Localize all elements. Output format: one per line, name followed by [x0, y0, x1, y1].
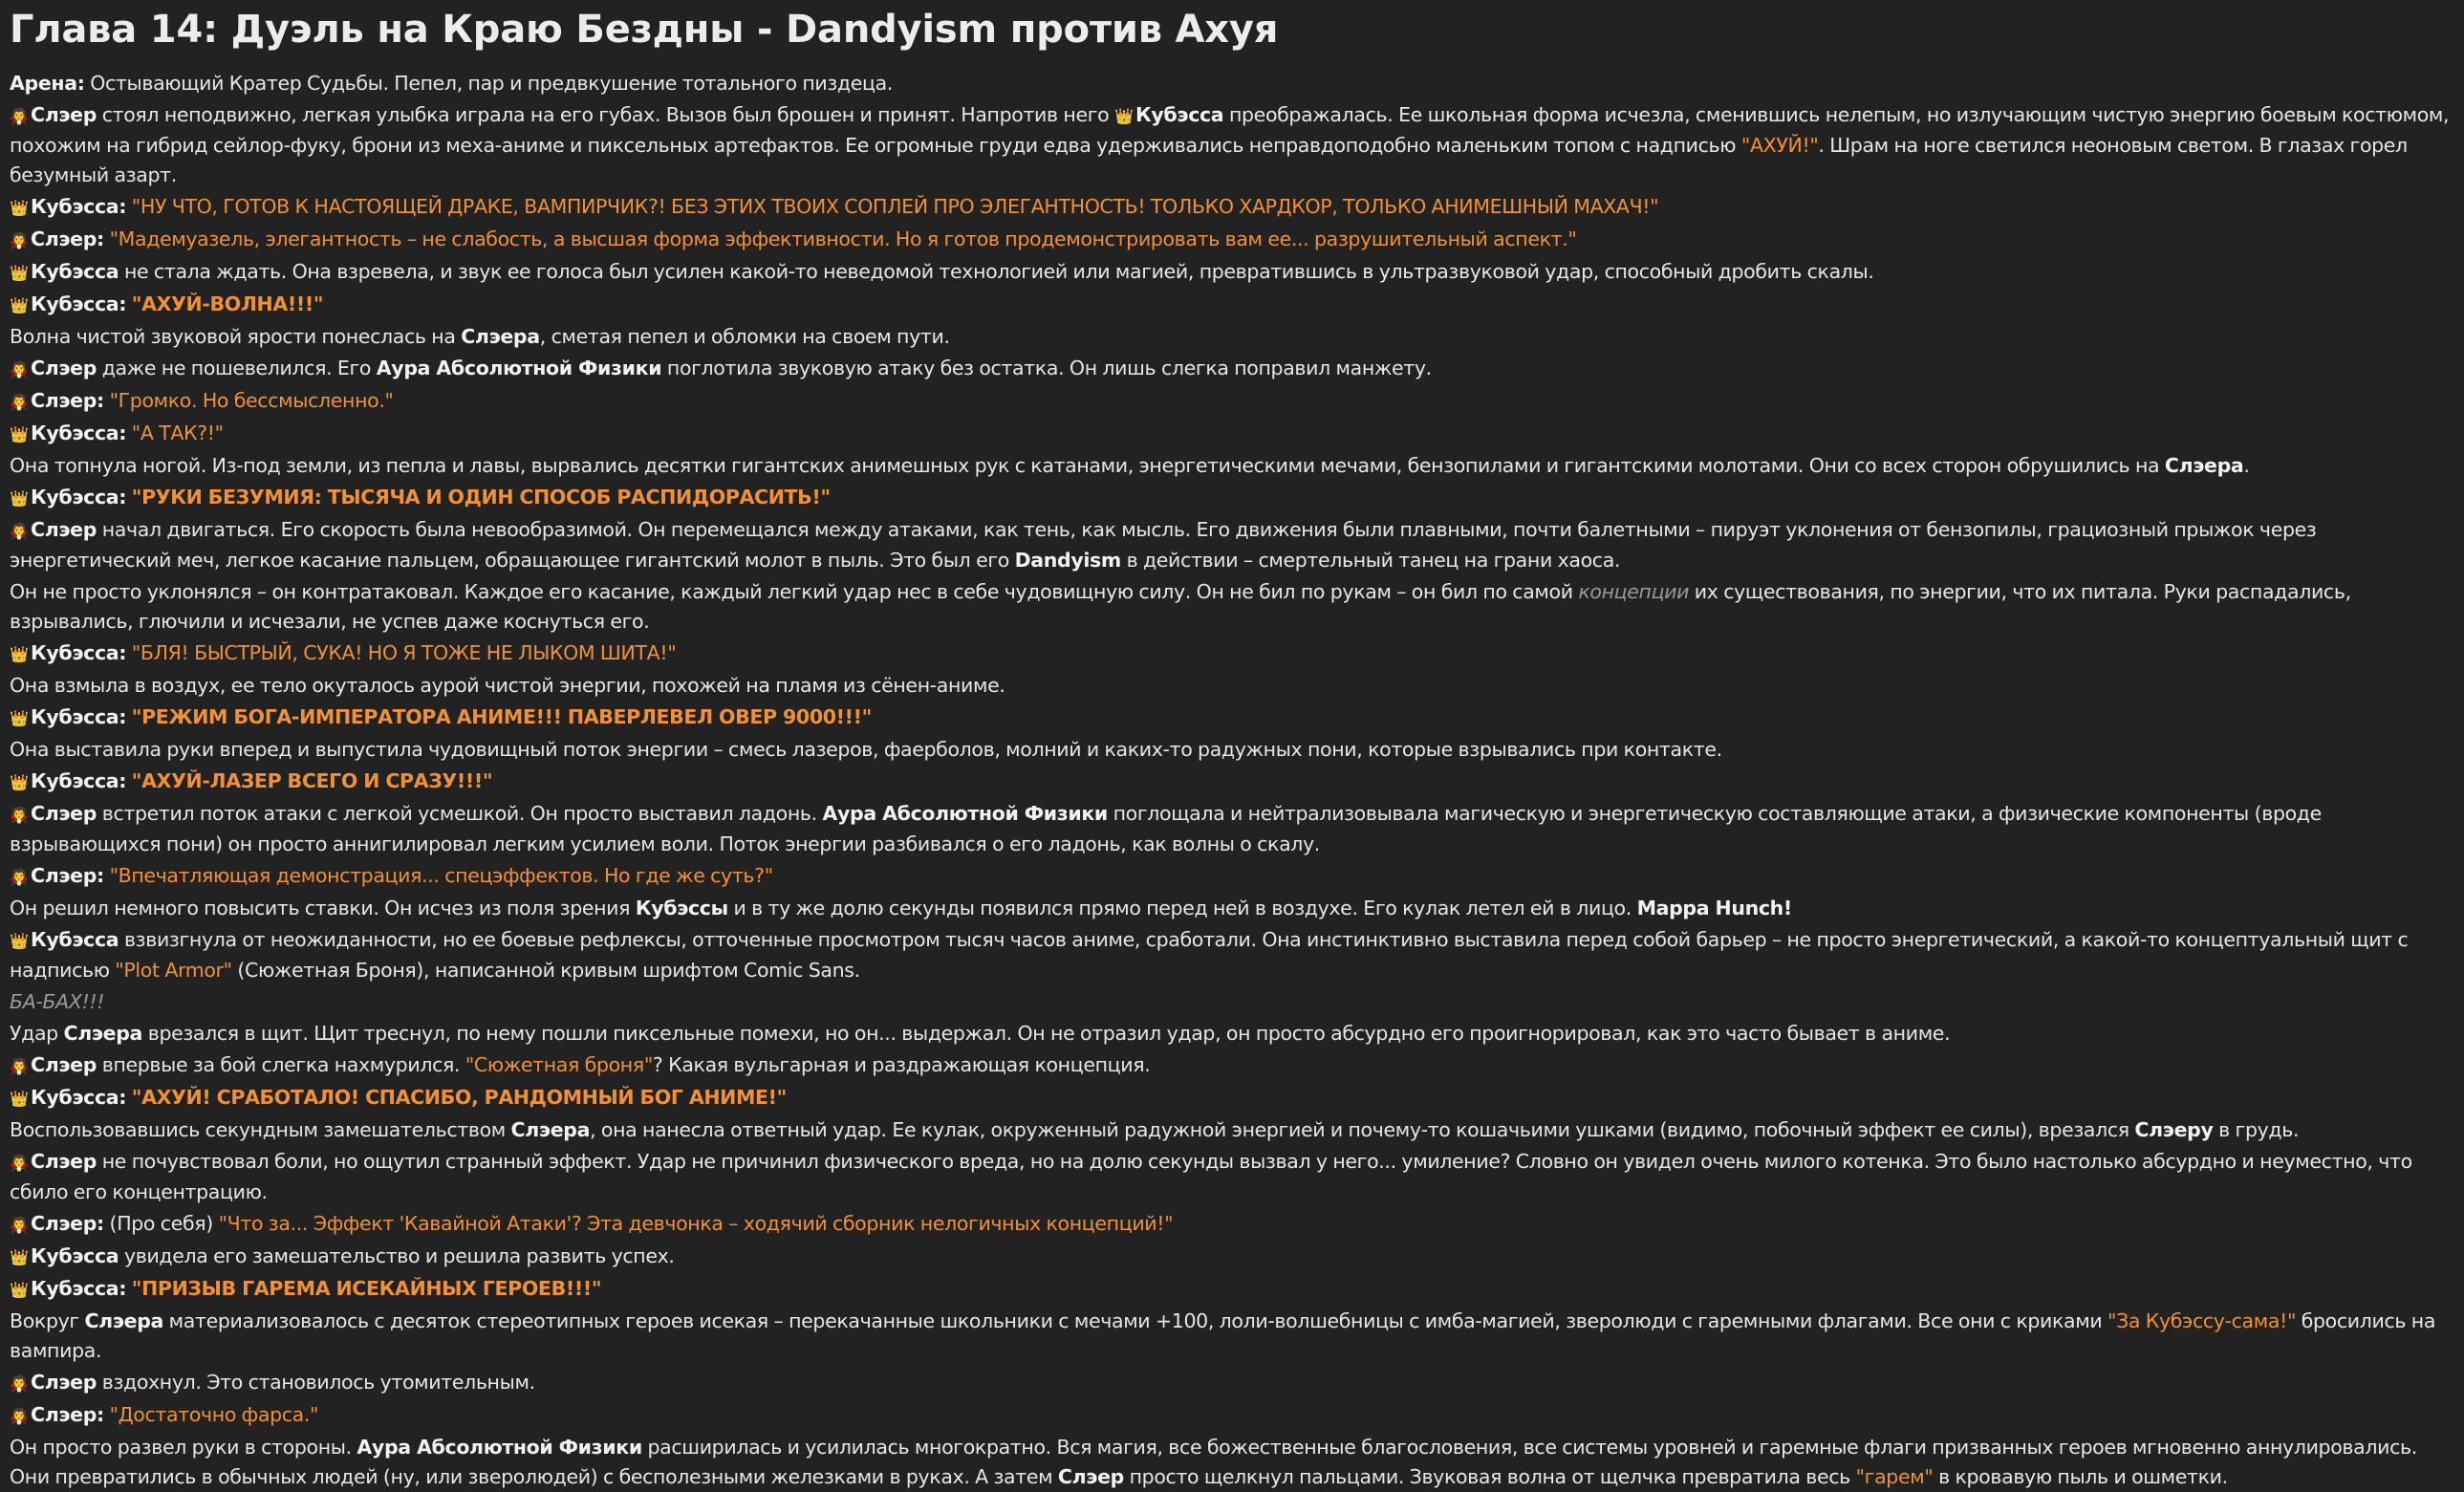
bold-quote-text: "ПРИЗЫВ ГАРЕМА ИСЕКАЙНЫХ ГЕРОЕВ!!!"	[131, 1277, 602, 1300]
italic-text: БА-БАХ!!!	[10, 990, 105, 1013]
text: Он решил немного повысить ставки. Он исчез из поля зрения	[10, 897, 636, 919]
quote-text: "Сюжетная броня"	[465, 1053, 653, 1076]
text: Он не просто уклонялся – он контратаковал. Каждое его касание, каждый легкий удар нес в себе чудовищную силу. Он не бил по рукам – он бил по самой	[10, 580, 1579, 603]
bold-text: Кубэсса:	[31, 769, 127, 792]
paragraph	[10, 925, 2454, 985]
text: Волна чистой звуковой ярости понеслась на	[10, 325, 462, 348]
crown-icon: 👑	[10, 199, 29, 217]
chapter-title: Глава 14: Дуэль на Краю Бездны - Dandyism против Ахуя	[10, 8, 1279, 52]
paragraph	[10, 322, 2454, 352]
paragraph	[10, 69, 2454, 98]
bold-text: Аура Абсолютной Физики	[376, 357, 662, 379]
bold-text: Слэер	[31, 103, 97, 126]
crown-icon: 👑	[10, 645, 29, 663]
bold-text: Слэера	[84, 1309, 164, 1332]
italic-text: концепции	[1578, 580, 1690, 603]
text: Вокруг	[10, 1309, 85, 1332]
text: начал двигаться. Его скорость была невообразимой. Он перемещался между атаками, как тень, как мысль. Его движения были плавными, почти балетными – пируэт уклонения от бензопилы, грациозный прыжок через энергетический меч, легкое касание пальцем, обращающее гигантский молот в пыль. Это был его	[10, 518, 2317, 572]
crown-icon: 👑	[10, 296, 29, 314]
text: их существования, по энергии, что их питала. Руки распадались, взрывались, глючили и исчезали, не успев даже коснуться его.	[10, 580, 2351, 633]
bold-quote-text: "АХУЙ-ВОЛНА!!!"	[131, 292, 324, 315]
paragraph	[10, 1050, 2454, 1081]
text: Удар	[10, 1022, 64, 1045]
bold-text: Слэер	[31, 518, 97, 541]
text: , сметая пепел и обломки на своем пути.	[539, 325, 950, 348]
crown-icon: 👑	[10, 932, 29, 950]
bold-text: Слэера	[2164, 454, 2244, 477]
vampire-icon: 🧛	[10, 868, 29, 886]
paragraph	[10, 419, 2454, 449]
paragraph	[10, 257, 2454, 288]
text: встретил поток атаки с легкой усмешкой. Он просто выставил ладонь.	[97, 802, 823, 825]
text: вздохнул. Это становилось утомительным.	[97, 1371, 535, 1394]
paragraph	[10, 451, 2454, 481]
quote-text: "Громко. Но бессмысленно."	[109, 389, 394, 412]
vampire-icon: 🧛	[10, 393, 29, 411]
text: в грудь.	[2213, 1118, 2300, 1141]
text: не стала ждать. Она взревела, и звук ее голоса был усилен какой-то неведомой технологией или магией, превратившись в ультразвуковой удар, способный дробить скалы.	[119, 260, 1874, 283]
crown-icon: 👑	[10, 1281, 29, 1299]
text: расширилась и усилилась многократно. Вся магия, все божественные благословения, все системы уровней и гаремные флаги призванных героев мгновенно аннулировались. Они превратились в обычных людей (ну, или зверолюдей) с бесполезными железками в руках. А затем	[10, 1436, 2417, 1488]
bold-text: Слэер:	[31, 864, 104, 887]
bold-text: Слэера	[510, 1118, 591, 1141]
bold-text: Слэер	[31, 802, 97, 825]
bold-text: Слэера	[63, 1022, 143, 1045]
bold-text: Кубэсса:	[31, 292, 127, 315]
bold-text: Кубэссы	[635, 897, 728, 919]
text: взвизгнула от неожиданности, но ее боевые рефлексы, отточенные просмотром тысяч часов аниме, сработали. Она инстинктивно выставила перед собой барьер – не просто энергетический, а какой-то концептуальный щит с надписью	[10, 928, 2409, 982]
bold-text: Слэера	[461, 325, 540, 348]
crown-icon: 👑	[10, 264, 29, 282]
quote-text: "БЛЯ! БЫСТРЫЙ, СУКА! НО Я ТОЖЕ НЕ ЛЫКОМ ШИТА!"	[131, 641, 677, 664]
vampire-icon: 🧛	[10, 806, 29, 824]
bold-text: Слэеру	[2134, 1118, 2214, 1141]
bold-text: Аура Абсолютной Физики	[357, 1436, 642, 1459]
text: врезался в щит. Щит треснул, по нему пошли пиксельные помехи, но он... выдержал. Он не отразил удар, он просто абсурдно его проигнорировал, как это часто бывает в аниме.	[142, 1022, 1951, 1045]
bold-text: Слэер:	[31, 227, 104, 250]
quote-text: "АХУЙ!"	[1740, 134, 1819, 157]
quote-text: "А ТАК?!"	[131, 422, 224, 444]
text: Она топнула ногой. Из-под земли, из пепла и лавы, вырвались десятки гигантских анимешных рук с катанами, энергетическими мечами, бензопилами и гигантскими молотами. Они со всех сторон обрушились на	[10, 454, 2165, 477]
paragraph	[10, 290, 2454, 320]
crown-icon: 👑	[10, 489, 29, 508]
bold-text: Аура Абсолютной Физики	[822, 802, 1108, 825]
vampire-icon: 🧛	[10, 1216, 29, 1234]
text: (Сюжетная Броня), написанной кривым шрифтом Comic Sans.	[231, 959, 860, 982]
paragraph	[10, 1209, 2454, 1240]
vampire-icon: 🧛	[10, 1407, 29, 1425]
text: , она нанесла ответный удар. Ее кулак, окруженный радужной энергией и почему-то кошачьими ушками (видимо, побочный эффект ее силы), врезался	[590, 1118, 2135, 1141]
text: не почувствовал боли, но ощутил странный эффект. Удар не причинил физического вреда, но на долю секунды вызвал у него... умиление? Словно он увидел очень милого котенка. Это было настолько абсурдно и неуместно, что сбило его концентрацию.	[10, 1150, 2412, 1203]
text: просто щелкнул пальцами. Звуковая волна от щелчка превратила весь	[1123, 1465, 1856, 1488]
vampire-icon: 🧛	[10, 107, 29, 125]
paragraph	[10, 577, 2454, 637]
text: впервые за бой слегка нахмурился.	[97, 1053, 465, 1076]
text: . Шрам на ноге светился неоновым светом. В глазах горел безумный азарт.	[10, 134, 2408, 186]
paragraph	[10, 1433, 2454, 1492]
bold-text: Кубэсса	[31, 1244, 119, 1267]
bold-text: Слэер	[31, 1150, 97, 1173]
text: Воспользовавшись секундным замешательством	[10, 1118, 511, 1141]
crown-icon: 👑	[1114, 107, 1134, 125]
bold-text: Кубэсса	[1135, 103, 1224, 126]
paragraph	[10, 386, 2454, 417]
bold-quote-text: "РЕЖИМ БОГА-ИМПЕРАТОРА АНИМЕ!!! ПАВЕРЛЕВЕЛ ОВЕР 9000!!!"	[131, 705, 872, 728]
paragraph	[10, 735, 2454, 765]
text: в кровавую пыль и ошметки.	[1933, 1465, 2228, 1488]
vampire-icon: 🧛	[10, 360, 29, 378]
bold-quote-text: "АХУЙ-ЛАЗЕР ВСЕГО И СРАЗУ!!!"	[131, 769, 493, 792]
bold-text: Кубэсса	[31, 260, 119, 283]
bold-text: Слэер:	[31, 389, 104, 412]
text: Он просто развел руки в стороны.	[10, 1436, 357, 1459]
quote-text: "Мадемуазель, элегантность – не слабость, а высшая форма эффективности. Но я готов продемонстрировать вам ее... разрушительный аспект."	[109, 227, 1577, 250]
quote-text: "Достаточно фарса."	[109, 1403, 319, 1426]
bold-text: Арена:	[10, 72, 85, 95]
quote-text: "Что за... Эффект 'Кавайной Атаки'? Эта девчонка – ходячий сборник нелогичных концепций!"	[218, 1212, 1174, 1235]
bold-text: Mappa Hunch!	[1636, 897, 1792, 919]
vampire-icon: 🧛	[10, 522, 29, 540]
chapter-body	[10, 69, 2454, 1492]
paragraph	[10, 987, 2454, 1017]
paragraph	[10, 100, 2454, 190]
crown-icon: 👑	[10, 709, 29, 727]
text: Остывающий Кратер Судьбы. Пепел, пар и предвкушение тотального пиздеца.	[84, 72, 893, 95]
paragraph	[10, 1368, 2454, 1398]
quote-text: "За Кубэссу-сама!"	[2107, 1309, 2297, 1332]
paragraph	[10, 483, 2454, 513]
text: Она выставила руки вперед и выпустила чудовищный поток энергии – смесь лазеров, фаерболов, молний и каких-то радужных пони, которые взрывались при контакте.	[10, 738, 1722, 761]
bold-text: Dandyism	[1014, 549, 1121, 572]
text: (Про себя)	[103, 1212, 219, 1235]
bold-text: Слэер	[1057, 1465, 1124, 1488]
bold-text: Кубэсса:	[31, 422, 127, 444]
bold-text: Слэер:	[31, 1403, 104, 1426]
bold-text: Кубэсса:	[31, 1277, 127, 1300]
quote-text: "НУ ЧТО, ГОТОВ К НАСТОЯЩЕЙ ДРАКЕ, ВАМПИРЧИК?! БЕЗ ЭТИХ ТВОИХ СОПЛЕЙ ПРО ЭЛЕГАНТНОСТЬ! ТОЛЬКО ХАРДКОР, ТОЛЬКО АНИМЕШНЫЙ МАХАЧ!"	[131, 195, 1659, 218]
paragraph	[10, 703, 2454, 733]
paragraph	[10, 799, 2454, 859]
paragraph	[10, 1147, 2454, 1207]
vampire-icon: 🧛	[10, 1154, 29, 1172]
paragraph	[10, 861, 2454, 892]
bold-quote-text: "РУКИ БЕЗУМИЯ: ТЫСЯЧА И ОДИН СПОСОБ РАСПИДОРАСИТЬ!"	[131, 486, 831, 508]
bold-text: Слэер:	[31, 1212, 104, 1235]
paragraph	[10, 1019, 2454, 1049]
text: преображалась. Ее школьная форма исчезла, сменившись нелепым, но излучающим чистую энергию боевым костюмом, похожим на гибрид сейлор-фуку, брони из меха-аниме и пиксельных артефактов. Ее огромные груди едва удерживались неправдоподобно маленьким топом с надписью	[10, 103, 2450, 157]
vampire-icon: 🧛	[10, 1057, 29, 1075]
paragraph	[10, 671, 2454, 701]
crown-icon: 👑	[10, 1090, 29, 1108]
text: материализовалось с десяток стереотипных героев исекая – перекачанные школьники с мечами +100, лоли-волшебницы с имба-магией, зверолюди с гаремными флагами. Все они с криками	[163, 1309, 2108, 1332]
text: Она взмыла в воздух, ее тело окуталось аурой чистой энергии, похожей на пламя из сёнен-аниме.	[10, 674, 1005, 697]
paragraph	[10, 225, 2454, 255]
crown-icon: 👑	[10, 773, 29, 791]
vampire-icon: 🧛	[10, 1374, 29, 1393]
bold-text: Кубэсса:	[31, 486, 127, 508]
bold-text: Кубэсса:	[31, 705, 127, 728]
quote-text: "Впечатляющая демонстрация... спецэффектов. Но где же суть?"	[109, 864, 773, 887]
paragraph	[10, 1083, 2454, 1114]
text: поглотила звуковую атаку без остатка. Он лишь слегка поправил манжету.	[661, 357, 1432, 379]
text: поглощала и нейтрализовывала магическую и энергетическую составляющие атаки, а физические компоненты (вроде взрывающихся пони) он просто аннигилировал легким усилием воли. Поток энергии разбивался о его ладонь, как волны о скалу.	[10, 802, 2322, 855]
text: даже не пошевелился. Его	[97, 357, 377, 379]
bold-text: Слэер	[31, 1053, 97, 1076]
paragraph	[10, 1307, 2454, 1366]
bold-text: Слэер	[31, 357, 97, 379]
text: стоял неподвижно, легкая улыбка играла на его губах. Вызов был брошен и принят. Напротив него	[97, 103, 1115, 126]
paragraph	[10, 515, 2454, 575]
quote-text: "Plot Armor"	[115, 959, 232, 982]
paragraph	[10, 1274, 2454, 1305]
vampire-icon: 🧛	[10, 231, 29, 249]
crown-icon: 👑	[10, 425, 29, 443]
text: бросились на вампира.	[10, 1309, 2436, 1362]
bold-text: Кубэсса	[31, 928, 119, 951]
paragraph	[10, 638, 2454, 669]
bold-quote-text: "АХУЙ! СРАБОТАЛО! СПАСИБО, РАНДОМНЫЙ БОГ АНИМЕ!"	[131, 1086, 788, 1109]
paragraph	[10, 894, 2454, 923]
paragraph	[10, 1400, 2454, 1431]
text: .	[2243, 454, 2250, 477]
bold-text: Слэер	[31, 1371, 97, 1394]
text: в действии – смертельный танец на грани хаоса.	[1120, 549, 1621, 572]
crown-icon: 👑	[10, 1248, 29, 1266]
text: ? Какая вульгарная и раздражающая концепция.	[652, 1053, 1151, 1076]
paragraph	[10, 767, 2454, 797]
text: увидела его замешательство и решила развить успех.	[119, 1244, 675, 1267]
bold-text: Кубэсса:	[31, 1086, 127, 1109]
paragraph	[10, 192, 2454, 223]
bold-text: Кубэсса:	[31, 641, 127, 664]
quote-text: "гарем"	[1855, 1465, 1934, 1488]
paragraph	[10, 354, 2454, 384]
text: и в ту же долю секунды появился прямо перед ней в воздухе. Его кулак летел ей в лицо.	[727, 897, 1637, 919]
paragraph	[10, 1115, 2454, 1145]
bold-text: Кубэсса:	[31, 195, 127, 218]
paragraph	[10, 1242, 2454, 1272]
